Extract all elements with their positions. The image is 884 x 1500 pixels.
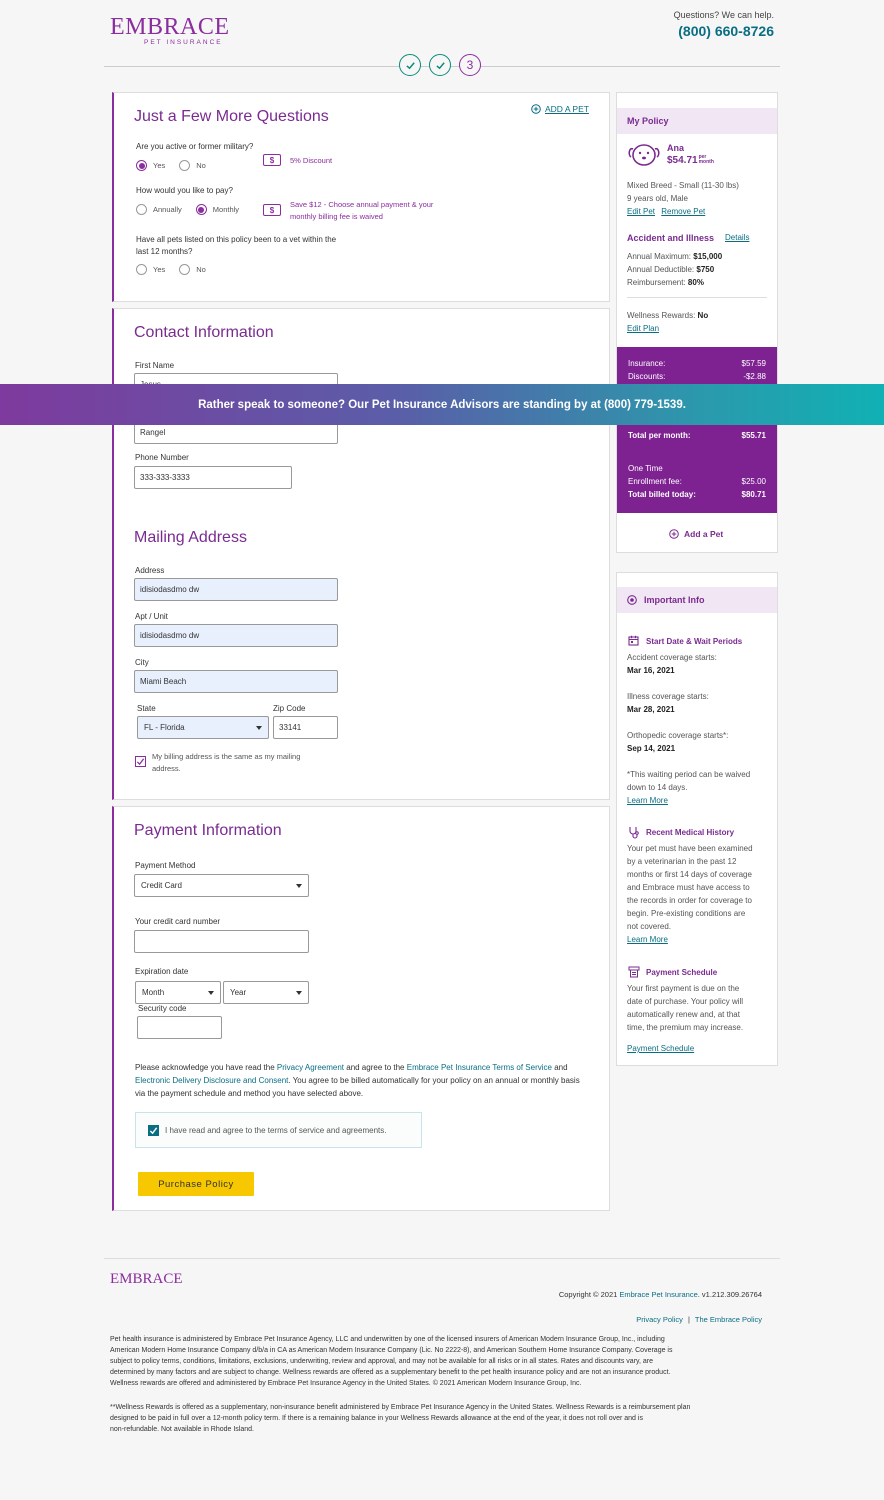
radio-selected[interactable] (136, 160, 147, 171)
medical-learn-more-link[interactable]: Learn More (627, 935, 668, 944)
my-policy-title: My Policy (627, 116, 669, 126)
reimbursement-label: Reimbursement: (627, 278, 688, 287)
important-info-title: Important Info (644, 595, 705, 605)
security-code-input[interactable] (137, 1016, 222, 1039)
copyright (559, 1290, 762, 1299)
vet-question-line-1: Have all pets listed on this policy been to a vet within the (136, 235, 337, 244)
pet-actions (627, 205, 705, 218)
phone-input[interactable]: 333-333-3333 (134, 466, 292, 489)
payment-method-label: Payment Method (135, 861, 196, 870)
document-icon (628, 966, 640, 978)
check-icon (435, 60, 446, 71)
per-month-label (699, 155, 714, 165)
logo-subtext: PET INSURANCE (144, 39, 223, 46)
disclaimer-line: designed to be paid in full over a 12-month policy term. If there is a remaining balance in your Wellness Rewards allowance at the end of the year, it does not roll over and is (110, 1415, 643, 1422)
dog-icon (627, 141, 661, 169)
plus-circle-icon (531, 104, 541, 114)
step-1-complete (399, 54, 421, 76)
info-circle-icon (627, 595, 637, 605)
ack-text-2: and agree to the (344, 1063, 407, 1072)
insurance-label: Insurance: (628, 359, 666, 368)
mailing-title: Mailing Address (134, 529, 247, 546)
exp-year-value: Year (230, 988, 247, 997)
total-month-value: $55.71 (741, 431, 766, 440)
military-options (136, 160, 206, 171)
disclaimer-1 (110, 1334, 780, 1389)
military-question: Are you active or former military? (136, 142, 254, 151)
privacy-policy-link[interactable]: Privacy Policy (636, 1315, 683, 1324)
waiting-learn-more-link[interactable]: Learn More (627, 796, 668, 805)
exp-month-select[interactable] (135, 981, 221, 1004)
billing-same-line-1: My billing address is the same as my mailing (152, 752, 301, 761)
sidebar-add-pet-label: Add a Pet (684, 529, 724, 539)
pay-question: How would you like to pay? (136, 186, 233, 195)
medical-history-line: and Embrace must have access to (627, 883, 750, 892)
sidebar-add-pet-button[interactable] (669, 529, 723, 539)
vet-options (136, 264, 206, 275)
calendar-icon (628, 635, 639, 646)
price-summary (617, 347, 777, 513)
total-today-value: $80.71 (741, 490, 766, 499)
exp-year-select[interactable] (223, 981, 309, 1004)
ortho-coverage-date: Sep 14, 2021 (627, 744, 676, 753)
pay-options (136, 204, 239, 215)
check-icon (136, 757, 145, 766)
questions-card (112, 92, 610, 302)
radio-unselected[interactable] (136, 264, 147, 275)
remove-pet-link[interactable]: Remove Pet (661, 207, 706, 216)
payment-card (112, 806, 610, 1211)
one-time-label: One Time (628, 464, 663, 473)
pay-annually-option[interactable] (136, 204, 182, 215)
privacy-agreement-link[interactable]: Privacy Agreement (276, 1063, 345, 1072)
discount-tag-icon: $ (263, 204, 281, 216)
disclaimer-line: American Modern Home Insurance Company d/b/a in CA as American Modern Insurance Company (Lic. No 2222-8), and American Southern Home Insurance Company. Coverage is (110, 1347, 673, 1354)
stethoscope-icon (628, 826, 640, 839)
vet-no-label: No (196, 265, 206, 274)
military-no-label: No (196, 161, 206, 170)
billing-same-label (152, 751, 300, 775)
medical-history-line: by a veterinarian in the past 12 (627, 857, 737, 866)
logo[interactable] (110, 14, 230, 46)
payment-schedule-link[interactable]: Payment Schedule (627, 1044, 695, 1053)
medical-history-line: months or first 14 days of coverage (627, 870, 752, 879)
per-label: per (698, 154, 707, 160)
payment-schedule-line: automatically renew and, at that (627, 1010, 740, 1019)
copyright-text: Copyright © 2021 (558, 1290, 620, 1299)
footer-divider (104, 1258, 780, 1259)
card-number-label: Your credit card number (135, 917, 221, 926)
edit-plan-link[interactable]: Edit Plan (627, 324, 660, 333)
payment-title: Payment Information (134, 822, 282, 839)
pay-monthly-label: Monthly (212, 205, 240, 214)
annual-max (627, 250, 722, 263)
chevron-down-icon (256, 726, 262, 730)
enrollment-label: Enrollment fee: (628, 477, 682, 486)
version-text: . v1.212.309.26764 (697, 1290, 762, 1299)
check-icon (405, 60, 416, 71)
footer-logo[interactable]: EMBRACE (110, 1271, 183, 1287)
add-pet-label: ADD A PET (545, 104, 589, 114)
last-name-input[interactable]: Rangel (134, 421, 338, 444)
agree-terms-box[interactable] (135, 1112, 422, 1148)
ack-text-1: Please acknowledge you have read the (135, 1063, 277, 1072)
pay-save-line-2: monthly billing fee is waived (290, 212, 383, 221)
medical-history-title: Recent Medical History (646, 828, 735, 837)
annual-max-value: $15,000 (693, 252, 723, 261)
zip-label: Zip Code (273, 704, 306, 713)
month-label: month (698, 159, 714, 165)
wellness-rewards (627, 309, 708, 322)
payment-schedule-text (627, 982, 743, 1034)
insurance-value: $57.59 (741, 359, 766, 368)
help-phone[interactable]: (800) 660-8726 (678, 23, 774, 39)
deductible-value: $750 (696, 265, 715, 274)
logo-text: EMBRACE (110, 14, 230, 40)
important-info-card (616, 572, 778, 1066)
accident-coverage-label: Accident coverage starts: (627, 653, 717, 662)
total-month-label: Total per month: (628, 431, 691, 440)
military-discount-label: 5% Discount (290, 155, 333, 165)
apt-input[interactable]: idisiodasdmo dw (134, 624, 338, 647)
billing-same-line-2: address. (152, 764, 181, 773)
add-pet-link[interactable] (531, 104, 589, 114)
step-2-complete (429, 54, 451, 76)
radio-unselected[interactable] (179, 264, 190, 275)
ortho-coverage-label: Orthopedic coverage starts*: (627, 731, 729, 740)
vet-question (136, 234, 336, 258)
check-icon (149, 1126, 158, 1135)
enrollment-value: $25.00 (741, 477, 766, 486)
zip-input[interactable]: 33141 (273, 716, 338, 739)
agree-terms-checkbox[interactable] (148, 1125, 159, 1136)
security-code-label: Security code (138, 1004, 187, 1013)
acknowledgement-text (135, 1061, 591, 1100)
discounts-value: -$2.88 (743, 372, 766, 381)
vet-no-option[interactable] (179, 264, 206, 275)
waiting-line-1: *This waiting period can be waived (627, 770, 751, 779)
progress-steps (399, 54, 481, 76)
address-input[interactable]: idisiodasdmo dw (134, 578, 338, 601)
illness-coverage-label: Illness coverage starts: (627, 692, 709, 701)
discount-tag-icon: $ (263, 154, 281, 166)
questions-title: Just a Few More Questions (134, 108, 329, 125)
state-select-value: FL - Florida (144, 723, 185, 732)
disclaimer-line: Pet health insurance is administered by Embrace Pet Insurance Agency, LLC and underwritten by one of the licensed insurers of American Modern Insurance Group, Inc., including (110, 1336, 665, 1343)
pet-breed: Mixed Breed - Small (11-30 lbs) (627, 181, 739, 190)
footer-links (636, 1315, 762, 1324)
purchase-policy-button[interactable]: Purchase Policy (138, 1172, 254, 1196)
reimbursement (627, 276, 704, 289)
embrace-policy-link[interactable]: The Embrace Policy (694, 1315, 762, 1324)
medical-history-line: begin. Pre-existing conditions are (627, 909, 746, 918)
annual-max-label: Annual Maximum: (627, 252, 694, 261)
military-yes-option[interactable] (136, 160, 165, 171)
plus-circle-icon (669, 529, 679, 539)
contact-card (112, 308, 610, 800)
payment-schedule-title: Payment Schedule (646, 968, 718, 977)
medical-history-line: Your pet must have been examined (627, 844, 753, 853)
pet-price-box (667, 155, 714, 166)
waiting-line-2: down to 14 days. (627, 783, 688, 792)
expiration-label: Expiration date (135, 967, 189, 976)
accident-coverage-date: Mar 16, 2021 (627, 666, 675, 675)
chevron-down-icon (296, 991, 302, 995)
pay-savings (263, 199, 433, 223)
pay-monthly-option[interactable] (196, 204, 239, 215)
disclaimer-line: Wellness rewards are offered and administered by Embrace Pet Insurance Agency in the United States. © 2021 American Modern Insurance Group, Inc. (110, 1380, 582, 1387)
copyright-link[interactable]: Embrace Pet Insurance (619, 1290, 698, 1299)
pet-age: 9 years old, Male (627, 194, 688, 203)
pay-annually-label: Annually (153, 205, 182, 214)
total-today-label: Total billed today: (628, 490, 696, 499)
terms-of-service-link[interactable]: Embrace Pet Insurance Terms of Service (406, 1063, 552, 1072)
payment-schedule-line: date of purchase. Your policy will (627, 997, 744, 1006)
medical-history-text (627, 842, 753, 933)
plan-title: Accident and Illness (627, 233, 715, 243)
city-input[interactable]: Miami Beach (134, 670, 338, 693)
vet-yes-option[interactable] (136, 264, 165, 275)
help-box (674, 10, 774, 39)
disclaimer-line: determined by many factors and are subject to change. Wellness rewards are offered as a supplementary benefit to the pet health insurance policy and are not an insurance product. (110, 1369, 671, 1376)
apt-label: Apt / Unit (135, 612, 168, 621)
advisor-banner[interactable]: Rather speak to someone? Our Pet Insurance Advisors are standing by at (800) 779-1539. (0, 384, 884, 425)
electronic-delivery-link[interactable]: Electronic Delivery Disclosure and Consent (135, 1076, 289, 1085)
annual-deductible (627, 263, 714, 276)
address-label: Address (135, 566, 165, 575)
vet-question-line-2: last 12 months? (136, 247, 193, 256)
edit-pet-link[interactable]: Edit Pet (627, 207, 656, 216)
medical-history-line: the records in order for coverage to (627, 896, 752, 905)
discounts-label: Discounts: (628, 372, 666, 381)
chevron-down-icon (296, 884, 302, 888)
military-no-option[interactable] (179, 160, 206, 171)
pet-name: Ana (667, 143, 685, 153)
ack-text-3: and (551, 1063, 568, 1072)
vet-yes-label: Yes (153, 265, 166, 274)
wellness-label: Wellness Rewards: (627, 311, 698, 320)
radio-unselected[interactable] (179, 160, 190, 171)
chevron-down-icon (208, 991, 214, 995)
radio-selected[interactable] (196, 204, 207, 215)
first-name-label: First Name (135, 361, 175, 370)
military-discount (263, 154, 332, 166)
contact-title: Contact Information (134, 324, 274, 341)
start-date-title: Start Date & Wait Periods (646, 637, 743, 646)
plan-details-link[interactable]: Details (725, 233, 750, 242)
illness-coverage-date: Mar 28, 2021 (627, 705, 675, 714)
pay-save-line-1: Save $12 - Choose annual payment & your (290, 200, 434, 209)
medical-history-line: not covered. (627, 922, 672, 931)
payment-method-value: Credit Card (141, 881, 182, 890)
radio-unselected[interactable] (136, 204, 147, 215)
step-3-current: 3 (459, 54, 481, 76)
disclaimer-2 (110, 1402, 780, 1435)
disclaimer-line: non-refundable. Not available in Rhode Island. (110, 1426, 254, 1433)
help-question: Questions? We can help. (673, 10, 774, 20)
wellness-value: No (697, 311, 709, 320)
city-label: City (135, 658, 149, 667)
card-number-input[interactable] (134, 930, 309, 953)
link-separator: | (687, 1315, 690, 1324)
disclaimer-line: **Wellness Rewards is offered as a supplementary, non-insurance benefit administered by Embrace Pet Insurance Agency in the United States. Wellness Rewards is a reimbursement plan (110, 1404, 691, 1411)
reimbursement-value: 80% (687, 278, 704, 287)
disclaimer-line: subject to policy terms, conditions, limitations, exclusions, underwriting, review and approval, and may not be available for all risks or in all states. Rates and discounts vary, are (110, 1358, 654, 1365)
policy-divider (627, 297, 767, 298)
deductible-label: Annual Deductible: (627, 265, 697, 274)
military-yes-label: Yes (153, 161, 166, 170)
payment-schedule-line: Your first payment is due on the (627, 984, 740, 993)
pet-price: $54.71 (667, 155, 698, 166)
payment-method-select[interactable] (134, 874, 309, 897)
phone-label: Phone Number (135, 453, 189, 462)
state-label: State (137, 704, 156, 713)
payment-schedule-line: time, the premium may increase. (627, 1023, 744, 1032)
state-select[interactable] (137, 716, 269, 739)
billing-same-checkbox[interactable] (135, 756, 146, 767)
my-policy-card (616, 92, 778, 553)
ack-text-4: . You agree to be billed automatically for your policy on an annual or monthly basis via the payment schedule and method you have selected above. (135, 1076, 580, 1098)
agree-terms-label: I have read and agree to the terms of service and agreements. (165, 1125, 387, 1135)
exp-month-value: Month (142, 988, 165, 997)
